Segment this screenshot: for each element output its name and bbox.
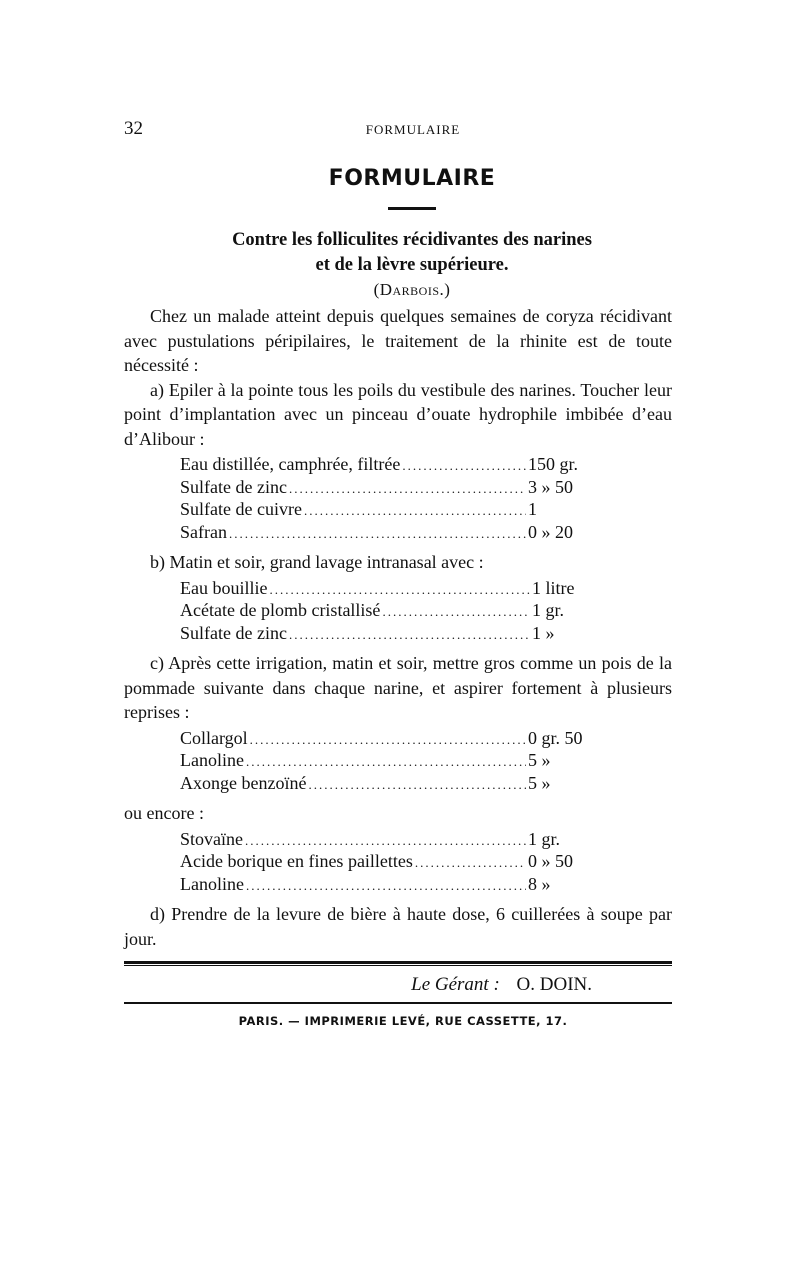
- leader-dots: [245, 830, 526, 852]
- step-d-paragraph: d) Prendre de la levure de bière à haute dose, 6 cuillerées à soupe par jour.: [124, 904, 672, 949]
- step-a-paragraph: a) Epiler à la pointe tous les poils du vestibule des narines. Toucher leur point d’implantation avec un pinceau d’ouate hydrophile imbibée d’eau d’Alibour :: [124, 379, 672, 449]
- printer-imprint: PARIS. — IMPRIMERIE LEVÉ, RUE CASSETTE, 17.: [238, 1014, 568, 1028]
- ingredient-name: Lanoline: [180, 750, 244, 770]
- leader-dots: [269, 579, 530, 601]
- formula-row: [180, 522, 620, 545]
- ingredient-name: Safran: [180, 521, 227, 542]
- ingredient-name: Lanoline: [180, 873, 244, 894]
- ingredient-name: Acétate de plomb cristallisé: [180, 600, 381, 620]
- recipe-title-line-2: et de la lèvre supérieure.: [315, 255, 509, 275]
- ingredient-name: Acide borique en fines paillettes: [180, 851, 413, 871]
- leader-dots: [382, 601, 530, 623]
- leader-dots: [304, 500, 526, 522]
- ingredient-qty: 1 gr.: [528, 828, 561, 849]
- leader-dots: [229, 523, 526, 545]
- step-c-paragraph: c) Après cette irrigation, matin et soir, mettre gros comme un pois de la pommade suivante dans chaque narine, et aspirer fortement à plusieurs reprises :: [124, 653, 672, 722]
- leader-dots: [246, 875, 526, 897]
- ingredient-name: Stovaïne: [180, 828, 243, 849]
- formula-a: [180, 454, 620, 544]
- ingredient-name: Sulfate de cuivre: [180, 499, 302, 519]
- formula-row: [180, 851, 620, 874]
- ingredient-qty: 0 » 20: [528, 521, 573, 542]
- leader-dots: [308, 774, 526, 796]
- leader-dots: [250, 729, 526, 751]
- ingredient-name: Sulfate de zinc: [180, 622, 287, 643]
- ingredient-name: Axonge benzoïné: [180, 772, 307, 793]
- closing-rule-thin: [124, 965, 672, 966]
- formula-row: [180, 623, 624, 646]
- step-b-paragraph: b) Matin et soir, grand lavage intranasal avec :: [150, 552, 484, 572]
- running-head: [124, 110, 672, 140]
- ingredient-name: Sulfate de zinc: [180, 476, 287, 497]
- formula-row: [180, 600, 624, 623]
- page-number: 32: [124, 118, 143, 139]
- ingredient-qty: 3 » 50: [528, 476, 573, 497]
- running-title: FORMULAIRE: [365, 122, 461, 137]
- leader-dots: [402, 455, 526, 477]
- leader-dots: [289, 478, 526, 500]
- ingredient-qty: 150 gr.: [528, 454, 579, 474]
- ingredient-qty: 8 »: [528, 873, 551, 894]
- ingredient-name: Collargol: [180, 727, 248, 748]
- leader-dots: [289, 624, 530, 646]
- ingredient-qty: 1: [528, 499, 537, 519]
- formula-row: [180, 874, 620, 897]
- recipe-title-line-1: Contre les folliculites récidivantes des narines: [232, 230, 592, 250]
- formula-row: [180, 773, 620, 796]
- ingredient-qty: 5 »: [528, 772, 551, 793]
- leader-dots: [246, 751, 526, 773]
- formula-b: [180, 578, 624, 646]
- formula-row: [180, 499, 620, 522]
- formula-row: [180, 477, 620, 500]
- ingredient-qty: 1 gr.: [532, 600, 565, 620]
- formula-c: [180, 728, 620, 796]
- formula-row: [180, 829, 620, 852]
- gerant-line: [124, 974, 672, 996]
- gerant-label: Le Gérant :: [411, 974, 500, 995]
- leader-dots: [415, 852, 526, 874]
- ingredient-name: Eau distillée, camphrée, filtrée: [180, 454, 401, 474]
- section-title: FORMULAIRE: [328, 166, 496, 191]
- formula-row: [180, 454, 620, 477]
- ingredient-qty: 5 »: [528, 750, 551, 770]
- title-rule: [388, 207, 436, 210]
- author: (Darbois.): [373, 280, 451, 299]
- formula-row: [180, 750, 620, 773]
- ingredient-name: Eau bouillie: [180, 577, 268, 598]
- ingredient-qty: 1 litre: [532, 577, 575, 598]
- closing-rule: [124, 961, 672, 964]
- formula-row: [180, 728, 620, 751]
- ingredient-qty: 1 »: [532, 622, 555, 643]
- ingredient-qty: 0 gr. 50: [528, 727, 583, 748]
- intro-paragraph: Chez un malade atteint depuis quelques semaines de coryza récidivant avec pustulations péripilaires, le traitement de la rhinite est de toute nécessité :: [124, 306, 672, 375]
- imprint-rule: [124, 1002, 672, 1004]
- ou-encore: ou encore :: [124, 803, 204, 823]
- page: [124, 110, 672, 1028]
- gerant-name: O. DOIN.: [516, 974, 592, 995]
- recipe-title: [124, 228, 672, 278]
- formula-row: [180, 578, 624, 601]
- ingredient-qty: 0 » 50: [528, 851, 573, 871]
- formula-d: [180, 829, 620, 897]
